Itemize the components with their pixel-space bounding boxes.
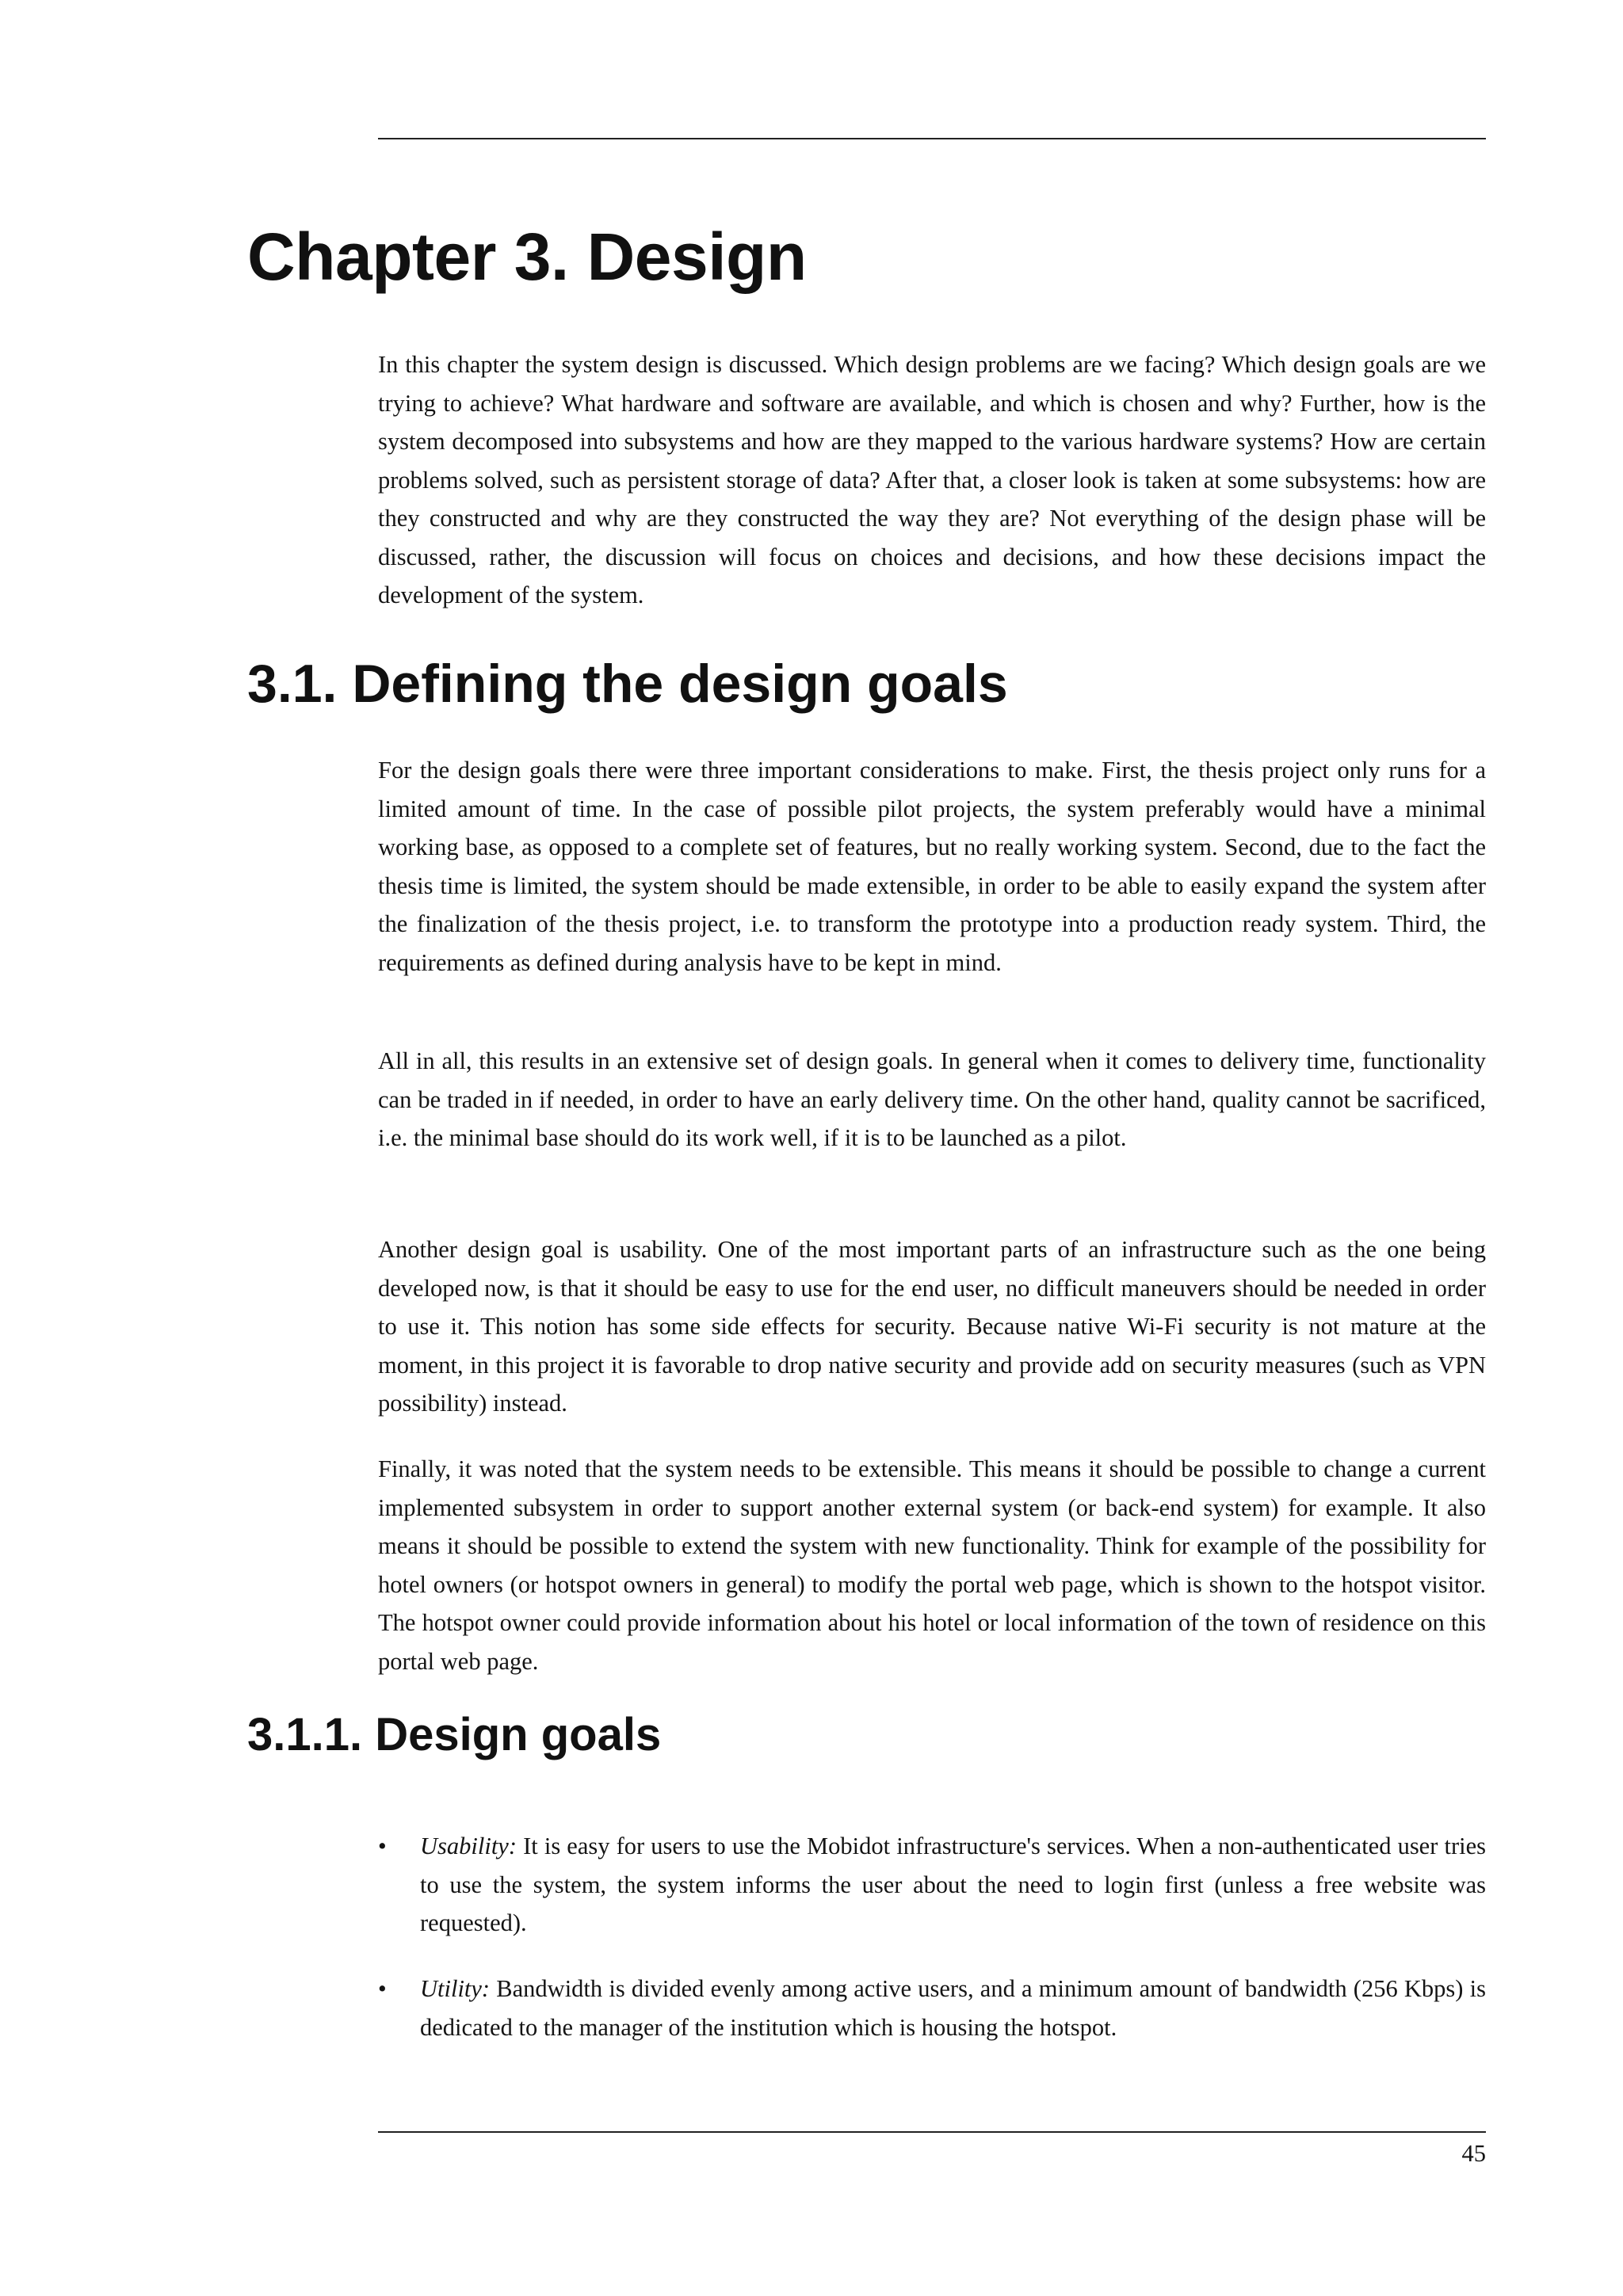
bullet-icon: • [378, 1975, 387, 2002]
list-item-term: Utility: [420, 1975, 491, 2002]
chapter-title: Chapter 3. Design [247, 219, 807, 294]
list-item-text: Bandwidth is divided evenly among active users, and a minimum amount of bandwidth (256 Kbps) is dedicated to the manager of the institution which is housing the hotspot. [420, 1975, 1487, 2041]
section-paragraph-4: Finally, it was noted that the system needs to be extensible. This means it should be possible to change a current implemented subsystem in order to support another external system (or back-end system) for example. It also means it should be possible to extend the system with new functionality. Think for example of the possibility for hotel owners (or hotspot owners in general) to modify the portal web page, which is shown to the hotspot visitor. The hotspot owner could provide information about his hotel or local information of the town of residence on this portal web page. [378, 1455, 1486, 1675]
list-item-body [420, 1970, 1486, 2046]
header-rule [378, 138, 1486, 139]
subsection-title: 3.1.1. Design goals [247, 1709, 662, 1760]
list-item [378, 1827, 1486, 1943]
chapter-intro-paragraph: In this chapter the system design is discussed. Which design problems are we facing? Which design goals are we trying to achieve? What hardware and software are available, and which is chosen and why? Further, how is the system decomposed into subsystems and how are they mapped to the various hardware systems? How are certain problems solved, such as persistent storage of data? After that, a closer look is taken at some subsystems: how are they constructed and why are they constructed the way they are? Not everything of the design phase will be discussed, rather, the discussion will focus on choices and decisions, and how these decisions impact the development of the system. [378, 351, 1486, 608]
section-paragraph-2: All in all, this results in an extensive set of design goals. In general when it comes to delivery time, functionality can be traded in if needed, in order to have an early delivery time. On the other hand, quality cannot be sacrificed, i.e. the minimal base should do its work well, if it is to be launched as a pilot. [378, 1047, 1486, 1151]
list-item-term: Usability: [420, 1833, 517, 1859]
footer-rule [378, 2131, 1486, 2133]
list-item-body [420, 1827, 1486, 1943]
bullet-icon: • [378, 1833, 387, 1859]
list-item [378, 1970, 1486, 2046]
section-paragraph-1: For the design goals there were three important considerations to make. First, the thesis project only runs for a limited amount of time. In the case of possible pilot projects, the system preferably would have a minimal working base, as opposed to a complete set of features, but no really working system. Second, due to the fact the thesis time is limited, the system should be made extensible, in order to be able to easily expand the system after the finalization of the thesis project, i.e. to transform the prototype into a production ready system. Third, the requirements as defined during analysis have to be kept in mind. [378, 757, 1486, 976]
section-title: 3.1. Defining the design goals [247, 654, 1008, 714]
page-number: 45 [1461, 2140, 1486, 2167]
section-paragraph-3: Another design goal is usability. One of the most important parts of an infrastructure such as the one being developed now, is that it should be easy to use for the end user, no difficult maneuvers should be needed in order to use it. This notion has some side effects for security. Because native Wi-Fi security is not mature at the moment, in this project it is favorable to drop native security and provide add on security measures (such as VPN possibility) instead. [378, 1236, 1486, 1417]
list-item-text: It is easy for users to use the Mobidot infrastructure's services. When a non-authenticated user tries to use the system, the system informs the user about the need to login first (unless a free website was requested). [420, 1833, 1486, 1936]
